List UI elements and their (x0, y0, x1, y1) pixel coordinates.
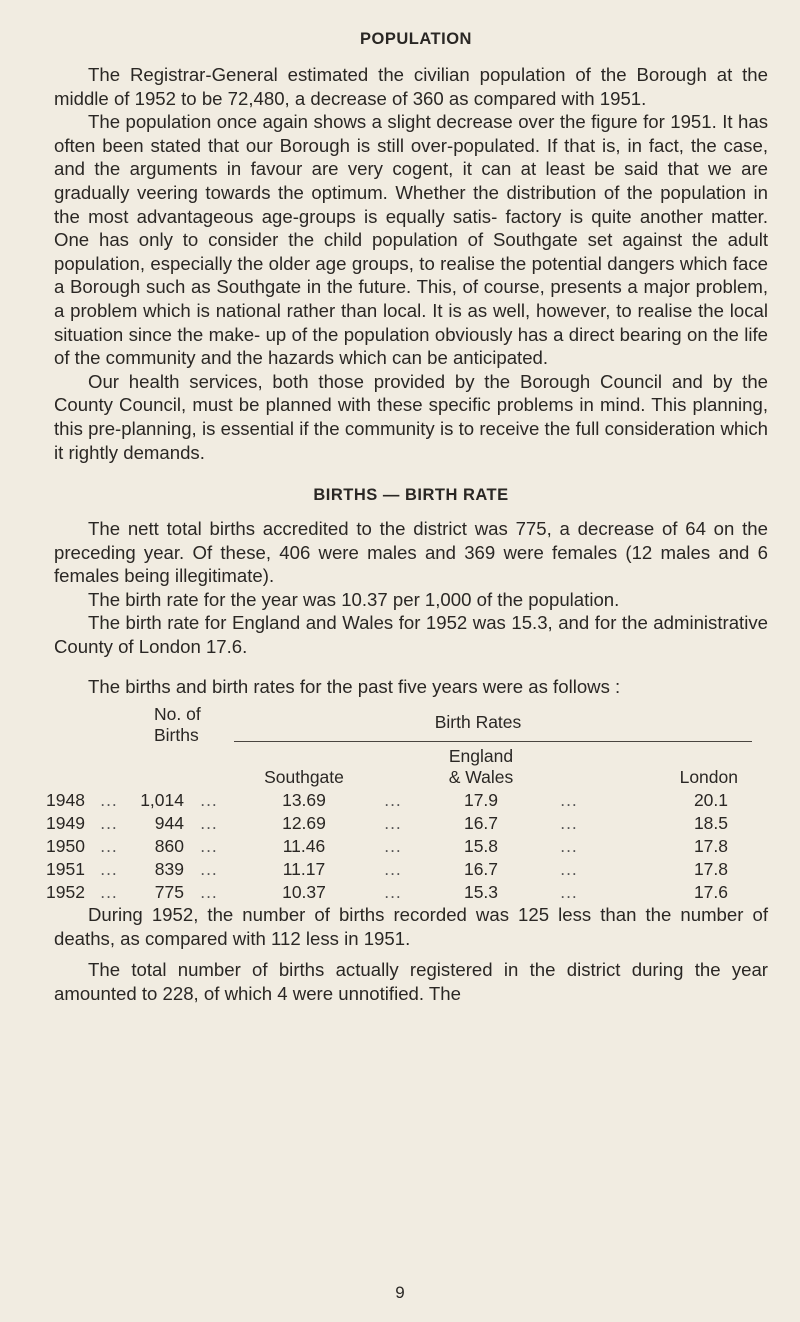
births-paragraph-3: The birth rate for England and Wales for 1952 was 15.3, and for the administrative County of London 17.6. (54, 612, 768, 658)
births-paragraph-2: The birth rate for the year was 10.37 per 1,000 of the population. (88, 588, 620, 610)
births-cell: 1,014 (140, 790, 184, 811)
births-after-paragraph-1: During 1952, the number of births recorded was 125 less than the number of deaths, as compared with 112 less in 1951. (54, 904, 768, 949)
table-header-row-1 (46, 704, 752, 746)
leader-dots: ... (384, 836, 402, 857)
england-wales-rate-cell: 16.7 (463, 813, 499, 834)
london-rate-cell: 20.1 (693, 790, 728, 811)
leader-dots: ... (200, 882, 218, 903)
leader-dots: ... (200, 790, 218, 811)
population-paragraph-3: Our health services, both those provided by the Borough Council and by the County Council, must be planned with these specific problems in mind. This planning, this pre-planning, is essential if the community is to receive the full consideration which it rightly demands. (54, 370, 768, 463)
leader-dots: ... (560, 836, 578, 857)
leader-dots: ... (384, 790, 402, 811)
southgate-column-header: Southgate (264, 767, 344, 788)
year-cell: 1952 (46, 882, 85, 903)
year-cell: 1948 (46, 790, 85, 811)
table-row (46, 811, 752, 834)
england-wales-rate-cell: 15.8 (463, 836, 499, 857)
births-cell: 860 (154, 836, 184, 857)
year-cell: 1949 (46, 813, 85, 834)
leader-dots: ... (200, 836, 218, 857)
southgate-rate-cell: 12.69 (282, 813, 326, 834)
page-number: 9 (395, 1283, 405, 1302)
london-rate-cell: 17.6 (693, 882, 728, 903)
birth-rates-group-header: Birth Rates (234, 704, 752, 746)
england-wales-rate-cell: 16.7 (463, 859, 499, 880)
london-rate-cell: 17.8 (693, 859, 728, 880)
table-row (46, 834, 752, 857)
births-cell: 839 (154, 859, 184, 880)
england-wales-rate-cell: 15.3 (463, 882, 499, 903)
table-row (46, 857, 752, 880)
leader-dots: ... (384, 813, 402, 834)
births-heading: BIRTHS — BIRTH RATE (313, 486, 509, 505)
year-cell: 1950 (46, 836, 85, 857)
table-header-row-2 (46, 746, 752, 788)
southgate-rate-cell: 10.37 (282, 882, 326, 903)
leader-dots: ... (100, 859, 118, 880)
england-wales-rate-cell: 17.9 (463, 790, 499, 811)
births-paragraph-1: The nett total births accredited to the district was 775, a decrease of 64 on the preceding year. Of these, 406 were males and 369 were females (12 males and 6 females being illegitimate). (54, 518, 768, 587)
population-paragraph-1: The Registrar-General estimated the civilian population of the Borough at the middle of 1952 to be 72,480, a decrease of 360 as compared with 1951. (54, 64, 768, 109)
births-cell: 775 (154, 882, 184, 903)
london-rate-cell: 18.5 (693, 813, 728, 834)
birth-rates-table (46, 704, 752, 903)
leader-dots: ... (560, 882, 578, 903)
leader-dots: ... (100, 813, 118, 834)
table-row (46, 788, 752, 811)
leader-dots: ... (200, 859, 218, 880)
london-rate-cell: 17.8 (693, 836, 728, 857)
year-cell: 1951 (46, 859, 85, 880)
leader-dots: ... (100, 882, 118, 903)
leader-dots: ... (100, 836, 118, 857)
leader-dots: ... (560, 813, 578, 834)
southgate-rate-cell: 11.17 (282, 859, 326, 880)
leader-dots: ... (384, 859, 402, 880)
leader-dots: ... (200, 813, 218, 834)
table-row (46, 880, 752, 903)
leader-dots: ... (100, 790, 118, 811)
southgate-rate-cell: 11.46 (282, 836, 326, 857)
population-heading: POPULATION (360, 30, 472, 48)
births-column-header: No. of Births (154, 704, 201, 746)
births-after-paragraph-2: The total number of births actually registered in the district during the year amounted to 228, of which 4 were unnotified. The (54, 959, 768, 1005)
document-page (46, 30, 768, 1006)
births-table-intro: The births and birth rates for the past five years were as follows : (88, 675, 621, 697)
leader-dots: ... (560, 859, 578, 880)
leader-dots: ... (560, 790, 578, 811)
births-cell: 944 (154, 813, 184, 834)
group-header-rule (234, 741, 752, 742)
leader-dots: ... (384, 882, 402, 903)
london-column-header: London (679, 767, 738, 788)
england-wales-column-header: England & Wales (448, 746, 514, 788)
southgate-rate-cell: 13.69 (282, 790, 326, 811)
population-paragraph-2: The population once again shows a slight decrease over the figure for 1951. It has often been stated that our Borough is still over-populated. If that is, in fact, the case, and the arguments in favour are very cogent, it can at least be said that we are gradually veering towards the optimum. Whether the distribution of the population in the most advantageous age-groups is equally satis- factory is quite another matter. One has only to consider the child population of Southgate set against the adult population, especially the older age groups, to realise the potential dangers which face a Borough such as Southgate in the future. This, of course, presents a major problem, a problem which is national rather than local. It is as well, however, to realise the local situation since the make- up of the population obviously has a direct bearing on the life of the community and the hazards which can be anticipated. (54, 111, 768, 369)
